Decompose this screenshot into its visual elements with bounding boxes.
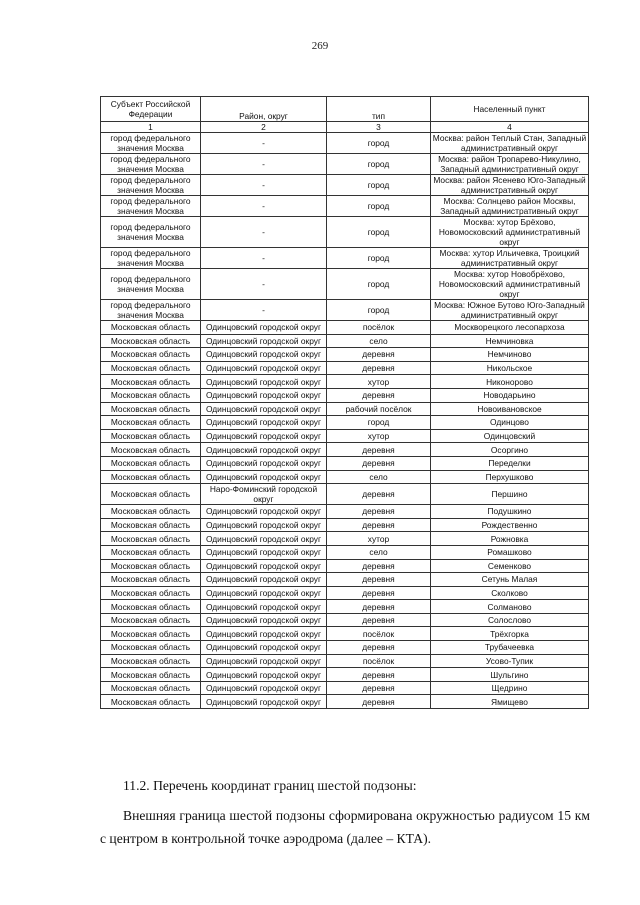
- cell-district: -: [201, 217, 327, 248]
- table-body: [101, 133, 589, 709]
- table-row: [101, 196, 589, 217]
- cell-subject: Московская область: [101, 641, 201, 655]
- cell-subject: Московская область: [101, 416, 201, 430]
- cell-district: Одинцовский городской округ: [201, 641, 327, 655]
- cell-district: Одинцовский городской округ: [201, 321, 327, 335]
- table-column-numbers-row: [101, 122, 589, 133]
- cell-district: Одинцовский городской округ: [201, 470, 327, 484]
- cell-settlement: Трубачеевка: [431, 641, 589, 655]
- cell-type: город: [327, 217, 431, 248]
- cell-subject: Московская область: [101, 668, 201, 682]
- cell-district: Одинцовский городской округ: [201, 388, 327, 402]
- cell-type: деревня: [327, 600, 431, 614]
- cell-district: Наро-Фоминский городской округ: [201, 484, 327, 505]
- cell-subject: город федерального значения Москва: [101, 133, 201, 154]
- cell-subject: Московская область: [101, 470, 201, 484]
- cell-type: посёлок: [327, 321, 431, 335]
- cell-subject: Московская область: [101, 388, 201, 402]
- cell-subject: Московская область: [101, 654, 201, 668]
- cell-subject: город федерального значения Москва: [101, 269, 201, 300]
- cell-subject: Московская область: [101, 627, 201, 641]
- cell-settlement: Москва: хутор Ильичевка, Троицкий административный округ: [431, 248, 589, 269]
- cell-type: деревня: [327, 518, 431, 532]
- cell-settlement: Москворецкого лесопархоза: [431, 321, 589, 335]
- cell-settlement: Солослово: [431, 613, 589, 627]
- cell-settlement: Рожновка: [431, 532, 589, 546]
- cell-district: -: [201, 196, 327, 217]
- table-row: [101, 154, 589, 175]
- cell-settlement: Першино: [431, 484, 589, 505]
- table-row: [101, 416, 589, 430]
- cell-district: -: [201, 269, 327, 300]
- cell-subject: Московская область: [101, 402, 201, 416]
- cell-subject: Московская область: [101, 361, 201, 375]
- cell-district: Одинцовский городской округ: [201, 334, 327, 348]
- cell-type: город: [327, 300, 431, 321]
- cell-district: Одинцовский городской округ: [201, 586, 327, 600]
- table-row: [101, 133, 589, 154]
- cell-settlement: Одинцово: [431, 416, 589, 430]
- header-type: тип: [327, 97, 431, 122]
- cell-subject: город федерального значения Москва: [101, 154, 201, 175]
- cell-subject: Московская область: [101, 695, 201, 709]
- cell-settlement: Шульгино: [431, 668, 589, 682]
- table-row: [101, 248, 589, 269]
- header-district: Район, округ: [201, 97, 327, 122]
- cell-subject: город федерального значения Москва: [101, 217, 201, 248]
- cell-settlement: Осоргино: [431, 443, 589, 457]
- cell-subject: Московская область: [101, 586, 201, 600]
- cell-settlement: Одинцовский: [431, 429, 589, 443]
- table-row: [101, 505, 589, 519]
- cell-district: Одинцовский городской округ: [201, 348, 327, 362]
- cell-settlement: Усово-Тупик: [431, 654, 589, 668]
- cell-district: Одинцовский городской округ: [201, 416, 327, 430]
- cell-type: село: [327, 334, 431, 348]
- cell-district: Одинцовский городской округ: [201, 613, 327, 627]
- cell-subject: Московская область: [101, 348, 201, 362]
- cell-district: Одинцовский городской округ: [201, 600, 327, 614]
- table-row: [101, 532, 589, 546]
- cell-type: рабочий посёлок: [327, 402, 431, 416]
- table-row: [101, 321, 589, 335]
- cell-type: город: [327, 416, 431, 430]
- table-row: [101, 613, 589, 627]
- table-row: [101, 429, 589, 443]
- cell-district: -: [201, 248, 327, 269]
- cell-subject: Московская область: [101, 681, 201, 695]
- cell-type: деревня: [327, 443, 431, 457]
- table-row: [101, 654, 589, 668]
- cell-type: деревня: [327, 361, 431, 375]
- cell-type: хутор: [327, 532, 431, 546]
- table-row: [101, 600, 589, 614]
- cell-type: деревня: [327, 695, 431, 709]
- cell-subject: город федерального значения Москва: [101, 196, 201, 217]
- cell-type: деревня: [327, 388, 431, 402]
- cell-type: деревня: [327, 573, 431, 587]
- cell-subject: Московская область: [101, 456, 201, 470]
- cell-type: деревня: [327, 559, 431, 573]
- cell-subject: Московская область: [101, 559, 201, 573]
- cell-settlement: Подушкино: [431, 505, 589, 519]
- cell-settlement: Ромашково: [431, 545, 589, 559]
- cell-subject: Московская область: [101, 505, 201, 519]
- table-row: [101, 300, 589, 321]
- table-row: [101, 217, 589, 248]
- cell-subject: Московская область: [101, 321, 201, 335]
- cell-settlement: Новодарьино: [431, 388, 589, 402]
- cell-type: город: [327, 154, 431, 175]
- cell-district: Одинцовский городской округ: [201, 532, 327, 546]
- cell-settlement: Никольское: [431, 361, 589, 375]
- cell-district: Одинцовский городской округ: [201, 654, 327, 668]
- table-row: [101, 361, 589, 375]
- table-row: [101, 443, 589, 457]
- cell-subject: город федерального значения Москва: [101, 175, 201, 196]
- cell-district: Одинцовский городской округ: [201, 695, 327, 709]
- cell-settlement: Москва: Солнцево район Москвы, Западный административный округ: [431, 196, 589, 217]
- table-row: [101, 334, 589, 348]
- header-settlement: Населенный пункт: [431, 97, 589, 122]
- table-row: [101, 641, 589, 655]
- cell-subject: город федерального значения Москва: [101, 300, 201, 321]
- cell-settlement: Ямищево: [431, 695, 589, 709]
- cell-type: деревня: [327, 613, 431, 627]
- cell-subject: Московская область: [101, 443, 201, 457]
- cell-type: деревня: [327, 484, 431, 505]
- cell-district: Одинцовский городской округ: [201, 668, 327, 682]
- table-row: [101, 348, 589, 362]
- cell-subject: Московская область: [101, 600, 201, 614]
- cell-type: посёлок: [327, 654, 431, 668]
- cell-type: хутор: [327, 429, 431, 443]
- cell-subject: Московская область: [101, 532, 201, 546]
- table-row: [101, 456, 589, 470]
- cell-type: деревня: [327, 681, 431, 695]
- table-row: [101, 470, 589, 484]
- cell-settlement: Москва: район Теплый Стан, Западный административный округ: [431, 133, 589, 154]
- table-row: [101, 586, 589, 600]
- cell-subject: Московская область: [101, 429, 201, 443]
- cell-type: деревня: [327, 505, 431, 519]
- cell-settlement: Никонорово: [431, 375, 589, 389]
- column-number: 1: [101, 122, 201, 133]
- cell-district: Одинцовский городской округ: [201, 681, 327, 695]
- cell-settlement: Рождественно: [431, 518, 589, 532]
- cell-settlement: Семенково: [431, 559, 589, 573]
- cell-settlement: Щедрино: [431, 681, 589, 695]
- header-subject: Субъект Российской Федерации: [101, 97, 201, 122]
- cell-settlement: Перхушково: [431, 470, 589, 484]
- table-row: [101, 402, 589, 416]
- cell-settlement: Немчиновка: [431, 334, 589, 348]
- cell-district: Одинцовский городской округ: [201, 559, 327, 573]
- table-header-row: [101, 97, 589, 122]
- table-row: [101, 269, 589, 300]
- cell-district: -: [201, 175, 327, 196]
- table-row: [101, 518, 589, 532]
- cell-district: Одинцовский городской округ: [201, 545, 327, 559]
- table-row: [101, 573, 589, 587]
- cell-type: город: [327, 196, 431, 217]
- cell-type: деревня: [327, 668, 431, 682]
- cell-type: город: [327, 248, 431, 269]
- cell-settlement: Переделки: [431, 456, 589, 470]
- cell-type: село: [327, 545, 431, 559]
- cell-subject: Московская область: [101, 573, 201, 587]
- cell-district: Одинцовский городской округ: [201, 505, 327, 519]
- column-number: 3: [327, 122, 431, 133]
- cell-type: город: [327, 269, 431, 300]
- cell-settlement: Солманово: [431, 600, 589, 614]
- cell-settlement: Москва: хутор Новобрёхово, Новомосковский административный округ: [431, 269, 589, 300]
- table-row: [101, 545, 589, 559]
- cell-district: Одинцовский городской округ: [201, 429, 327, 443]
- cell-district: Одинцовский городской округ: [201, 627, 327, 641]
- table-row: [101, 695, 589, 709]
- cell-settlement: Немчиново: [431, 348, 589, 362]
- cell-district: Одинцовский городской округ: [201, 361, 327, 375]
- cell-district: Одинцовский городской округ: [201, 456, 327, 470]
- cell-type: город: [327, 133, 431, 154]
- cell-subject: Московская область: [101, 518, 201, 532]
- cell-settlement: Новоивановское: [431, 402, 589, 416]
- table-row: [101, 559, 589, 573]
- cell-district: Одинцовский городской округ: [201, 518, 327, 532]
- cell-type: деревня: [327, 348, 431, 362]
- cell-settlement: Сколково: [431, 586, 589, 600]
- settlements-table: [100, 96, 589, 709]
- cell-subject: Московская область: [101, 375, 201, 389]
- cell-settlement: Москва: Южное Бутово Юго-Западный административный округ: [431, 300, 589, 321]
- table-row: [101, 388, 589, 402]
- column-number: 4: [431, 122, 589, 133]
- cell-subject: Московская область: [101, 545, 201, 559]
- column-number: 2: [201, 122, 327, 133]
- table-row: [101, 484, 589, 505]
- cell-settlement: Москва: район Тропарево-Никулино, Западный административный округ: [431, 154, 589, 175]
- cell-district: Одинцовский городской округ: [201, 402, 327, 416]
- cell-district: -: [201, 133, 327, 154]
- cell-type: деревня: [327, 641, 431, 655]
- table-row: [101, 627, 589, 641]
- cell-type: посёлок: [327, 627, 431, 641]
- cell-district: -: [201, 154, 327, 175]
- cell-subject: Московская область: [101, 484, 201, 505]
- body-paragraph: Внешняя граница шестой подзоны сформирована окружностью радиусом 15 км с центром в контрольной точке аэродрома (далее – КТА).: [100, 808, 590, 846]
- table-row: [101, 681, 589, 695]
- cell-settlement: Москва: хутор Брёхово, Новомосковский административный округ: [431, 217, 589, 248]
- cell-type: деревня: [327, 586, 431, 600]
- cell-settlement: Сетунь Малая: [431, 573, 589, 587]
- cell-subject: Московская область: [101, 334, 201, 348]
- table-row: [101, 375, 589, 389]
- cell-type: село: [327, 470, 431, 484]
- table-row: [101, 668, 589, 682]
- page-number: 269: [311, 40, 329, 52]
- cell-district: Одинцовский городской округ: [201, 443, 327, 457]
- cell-type: хутор: [327, 375, 431, 389]
- cell-subject: Московская область: [101, 613, 201, 627]
- cell-district: -: [201, 300, 327, 321]
- cell-type: город: [327, 175, 431, 196]
- cell-subject: город федерального значения Москва: [101, 248, 201, 269]
- cell-type: деревня: [327, 456, 431, 470]
- cell-district: Одинцовский городской округ: [201, 375, 327, 389]
- cell-settlement: Трёхгорка: [431, 627, 589, 641]
- cell-settlement: Москва: район Ясенево Юго-Западный административный округ: [431, 175, 589, 196]
- section-heading: 11.2. Перечень координат границ шестой подзоны:: [123, 778, 417, 793]
- table-row: [101, 175, 589, 196]
- cell-district: Одинцовский городской округ: [201, 573, 327, 587]
